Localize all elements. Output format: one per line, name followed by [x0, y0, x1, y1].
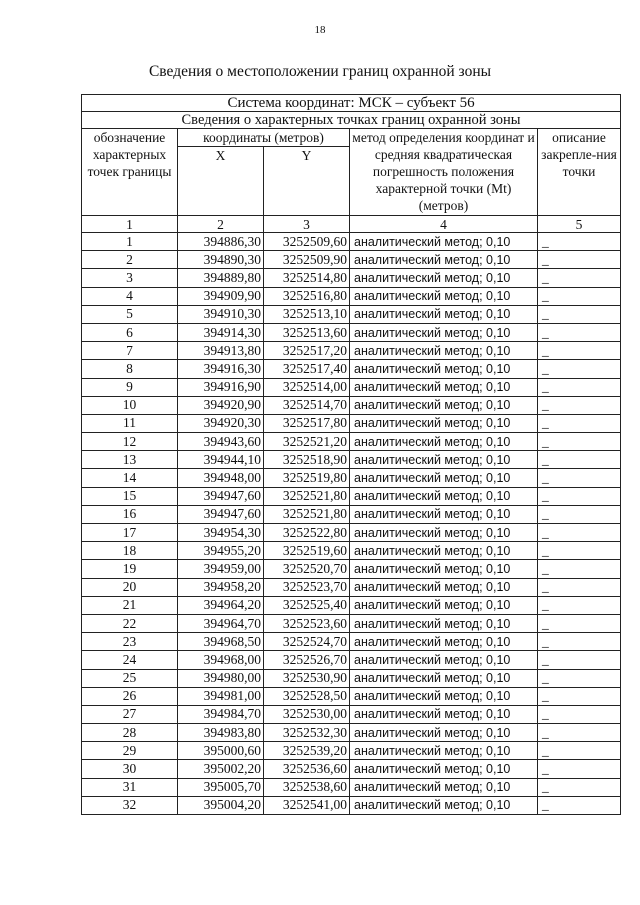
table-row	[82, 287, 621, 305]
method-cell: аналитический метод; 0,10	[350, 451, 538, 469]
point-number-cell: 28	[82, 724, 178, 742]
point-number-cell: 3	[82, 269, 178, 287]
point-number-cell: 13	[82, 451, 178, 469]
description-cell: _	[538, 451, 621, 469]
method-cell: аналитический метод; 0,10	[350, 705, 538, 723]
x-coordinate-cell: 394920,90	[178, 396, 264, 414]
point-number-cell: 30	[82, 760, 178, 778]
column-number: 3	[264, 216, 350, 233]
method-cell: аналитический метод; 0,10	[350, 524, 538, 542]
method-cell: аналитический метод; 0,10	[350, 378, 538, 396]
description-cell: _	[538, 669, 621, 687]
x-coordinate-cell: 395005,70	[178, 778, 264, 796]
column-number: 4	[350, 216, 538, 233]
point-number-cell: 23	[82, 633, 178, 651]
point-number-cell: 27	[82, 705, 178, 723]
description-cell: _	[538, 651, 621, 669]
header-y: Y	[264, 147, 350, 216]
description-cell: _	[538, 633, 621, 651]
description-cell: _	[538, 414, 621, 432]
y-coordinate-cell: 3252538,60	[264, 778, 350, 796]
x-coordinate-cell: 394916,90	[178, 378, 264, 396]
description-cell: _	[538, 614, 621, 632]
point-number-cell: 12	[82, 433, 178, 451]
method-cell: аналитический метод; 0,10	[350, 742, 538, 760]
description-cell: _	[538, 705, 621, 723]
table-row	[82, 760, 621, 778]
y-coordinate-cell: 3252521,20	[264, 433, 350, 451]
description-cell: _	[538, 323, 621, 341]
table-row	[82, 251, 621, 269]
method-cell: аналитический метод; 0,10	[350, 269, 538, 287]
table-row	[82, 323, 621, 341]
table-row	[82, 487, 621, 505]
x-coordinate-cell: 394916,30	[178, 360, 264, 378]
document-title: Сведения о местоположении границ охранной зоны	[148, 63, 492, 80]
y-coordinate-cell: 3252524,70	[264, 633, 350, 651]
y-coordinate-cell: 3252517,40	[264, 360, 350, 378]
x-coordinate-cell: 394944,10	[178, 451, 264, 469]
method-cell: аналитический метод; 0,10	[350, 724, 538, 742]
description-cell: _	[538, 233, 621, 251]
point-number-cell: 8	[82, 360, 178, 378]
column-number: 2	[178, 216, 264, 233]
y-coordinate-cell: 3252530,90	[264, 669, 350, 687]
table-row	[82, 342, 621, 360]
point-number-cell: 31	[82, 778, 178, 796]
table-row	[82, 778, 621, 796]
method-cell: аналитический метод; 0,10	[350, 305, 538, 323]
y-coordinate-cell: 3252522,80	[264, 524, 350, 542]
table-row	[82, 542, 621, 560]
method-cell: аналитический метод; 0,10	[350, 542, 538, 560]
point-number-cell: 11	[82, 414, 178, 432]
table-row	[82, 560, 621, 578]
table-row	[82, 724, 621, 742]
description-cell: _	[538, 524, 621, 542]
description-cell: _	[538, 778, 621, 796]
table-row	[82, 378, 621, 396]
y-coordinate-cell: 3252509,60	[264, 233, 350, 251]
table-row	[82, 687, 621, 705]
description-cell: _	[538, 469, 621, 487]
point-number-cell: 1	[82, 233, 178, 251]
x-coordinate-cell: 394968,50	[178, 633, 264, 651]
method-cell: аналитический метод; 0,10	[350, 760, 538, 778]
description-cell: _	[538, 742, 621, 760]
table-row	[82, 742, 621, 760]
method-cell: аналитический метод; 0,10	[350, 342, 538, 360]
table-row	[82, 669, 621, 687]
method-cell: аналитический метод; 0,10	[350, 469, 538, 487]
y-coordinate-cell: 3252516,80	[264, 287, 350, 305]
table-row	[82, 578, 621, 596]
point-number-cell: 15	[82, 487, 178, 505]
header-point-designation: обозначение характерных точек границы	[82, 129, 178, 216]
method-cell: аналитический метод; 0,10	[350, 505, 538, 523]
x-coordinate-cell: 394914,30	[178, 323, 264, 341]
table-row	[82, 469, 621, 487]
table-row	[82, 596, 621, 614]
x-coordinate-cell: 394980,00	[178, 669, 264, 687]
y-coordinate-cell: 3252528,50	[264, 687, 350, 705]
x-coordinate-cell: 394947,60	[178, 505, 264, 523]
point-number-cell: 7	[82, 342, 178, 360]
table-row	[82, 651, 621, 669]
y-coordinate-cell: 3252518,90	[264, 451, 350, 469]
point-number-cell: 16	[82, 505, 178, 523]
x-coordinate-cell: 395002,20	[178, 760, 264, 778]
table-row	[82, 705, 621, 723]
point-number-cell: 22	[82, 614, 178, 632]
table-subtitle: Сведения о характерных точках границ охранной зоны	[82, 112, 621, 129]
y-coordinate-cell: 3252519,80	[264, 469, 350, 487]
x-coordinate-cell: 394947,60	[178, 487, 264, 505]
description-cell: _	[538, 360, 621, 378]
method-cell: аналитический метод; 0,10	[350, 669, 538, 687]
y-coordinate-cell: 3252513,60	[264, 323, 350, 341]
point-number-cell: 25	[82, 669, 178, 687]
y-coordinate-cell: 3252514,70	[264, 396, 350, 414]
table-row	[82, 633, 621, 651]
point-number-cell: 10	[82, 396, 178, 414]
y-coordinate-cell: 3252517,80	[264, 414, 350, 432]
description-cell: _	[538, 687, 621, 705]
x-coordinate-cell: 394964,70	[178, 614, 264, 632]
y-coordinate-cell: 3252513,10	[264, 305, 350, 323]
point-number-cell: 21	[82, 596, 178, 614]
table-row	[82, 614, 621, 632]
table-row	[82, 360, 621, 378]
y-coordinate-cell: 3252519,60	[264, 542, 350, 560]
method-cell: аналитический метод; 0,10	[350, 323, 538, 341]
y-coordinate-cell: 3252521,80	[264, 487, 350, 505]
method-cell: аналитический метод; 0,10	[350, 487, 538, 505]
point-number-cell: 24	[82, 651, 178, 669]
method-cell: аналитический метод; 0,10	[350, 687, 538, 705]
y-coordinate-cell: 3252523,70	[264, 578, 350, 596]
point-number-cell: 9	[82, 378, 178, 396]
method-cell: аналитический метод; 0,10	[350, 360, 538, 378]
header-description: описание закрепле-ния точки	[538, 129, 621, 216]
method-cell: аналитический метод; 0,10	[350, 414, 538, 432]
table-row	[82, 433, 621, 451]
method-cell: аналитический метод; 0,10	[350, 796, 538, 814]
x-coordinate-cell: 395000,60	[178, 742, 264, 760]
header-coordinates: координаты (метров)	[178, 129, 350, 147]
point-number-cell: 5	[82, 305, 178, 323]
header-method: метод определения координат и средняя квадратическая погрешность положения характерной точки (Mt) (метров)	[350, 129, 538, 216]
x-coordinate-cell: 394909,90	[178, 287, 264, 305]
description-cell: _	[538, 596, 621, 614]
point-number-cell: 14	[82, 469, 178, 487]
x-coordinate-cell: 394910,30	[178, 305, 264, 323]
x-coordinate-cell: 394920,30	[178, 414, 264, 432]
column-number: 5	[538, 216, 621, 233]
table-row	[82, 396, 621, 414]
point-number-cell: 18	[82, 542, 178, 560]
x-coordinate-cell: 394984,70	[178, 705, 264, 723]
description-cell: _	[538, 724, 621, 742]
table-row	[82, 305, 621, 323]
y-coordinate-cell: 3252514,80	[264, 269, 350, 287]
point-number-cell: 29	[82, 742, 178, 760]
table-row	[82, 269, 621, 287]
y-coordinate-cell: 3252532,30	[264, 724, 350, 742]
point-number-cell: 2	[82, 251, 178, 269]
x-coordinate-cell: 394959,00	[178, 560, 264, 578]
x-coordinate-cell: 394943,60	[178, 433, 264, 451]
description-cell: _	[538, 560, 621, 578]
x-coordinate-cell: 394958,20	[178, 578, 264, 596]
description-cell: _	[538, 396, 621, 414]
point-number-cell: 17	[82, 524, 178, 542]
x-coordinate-cell: 394913,80	[178, 342, 264, 360]
table-row	[82, 233, 621, 251]
table-row	[82, 505, 621, 523]
y-coordinate-cell: 3252536,60	[264, 760, 350, 778]
column-number: 1	[82, 216, 178, 233]
x-coordinate-cell: 394983,80	[178, 724, 264, 742]
coordinate-system-header: Система координат: МСК – субъект 56	[82, 95, 621, 112]
coordinates-table	[81, 94, 621, 815]
method-cell: аналитический метод; 0,10	[350, 287, 538, 305]
y-coordinate-cell: 3252509,90	[264, 251, 350, 269]
description-cell: _	[538, 542, 621, 560]
x-coordinate-cell: 394948,00	[178, 469, 264, 487]
x-coordinate-cell: 394964,20	[178, 596, 264, 614]
table-body	[82, 233, 621, 815]
point-number-cell: 20	[82, 578, 178, 596]
method-cell: аналитический метод; 0,10	[350, 633, 538, 651]
method-cell: аналитический метод; 0,10	[350, 578, 538, 596]
description-cell: _	[538, 578, 621, 596]
description-cell: _	[538, 342, 621, 360]
y-coordinate-cell: 3252539,20	[264, 742, 350, 760]
x-coordinate-cell: 394889,80	[178, 269, 264, 287]
table-row	[82, 451, 621, 469]
page-number: 18	[314, 24, 326, 36]
y-coordinate-cell: 3252520,70	[264, 560, 350, 578]
table-row	[82, 524, 621, 542]
x-coordinate-cell: 395004,20	[178, 796, 264, 814]
y-coordinate-cell: 3252517,20	[264, 342, 350, 360]
x-coordinate-cell: 394886,30	[178, 233, 264, 251]
description-cell: _	[538, 760, 621, 778]
method-cell: аналитический метод; 0,10	[350, 596, 538, 614]
x-coordinate-cell: 394954,30	[178, 524, 264, 542]
description-cell: _	[538, 487, 621, 505]
y-coordinate-cell: 3252521,80	[264, 505, 350, 523]
method-cell: аналитический метод; 0,10	[350, 251, 538, 269]
description-cell: _	[538, 251, 621, 269]
y-coordinate-cell: 3252523,60	[264, 614, 350, 632]
y-coordinate-cell: 3252530,00	[264, 705, 350, 723]
description-cell: _	[538, 305, 621, 323]
description-cell: _	[538, 796, 621, 814]
method-cell: аналитический метод; 0,10	[350, 651, 538, 669]
x-coordinate-cell: 394968,00	[178, 651, 264, 669]
method-cell: аналитический метод; 0,10	[350, 433, 538, 451]
table-row	[82, 796, 621, 814]
method-cell: аналитический метод; 0,10	[350, 396, 538, 414]
description-cell: _	[538, 287, 621, 305]
description-cell: _	[538, 378, 621, 396]
table-row	[82, 414, 621, 432]
point-number-cell: 26	[82, 687, 178, 705]
x-coordinate-cell: 394955,20	[178, 542, 264, 560]
description-cell: _	[538, 433, 621, 451]
point-number-cell: 6	[82, 323, 178, 341]
description-cell: _	[538, 505, 621, 523]
y-coordinate-cell: 3252526,70	[264, 651, 350, 669]
point-number-cell: 19	[82, 560, 178, 578]
y-coordinate-cell: 3252525,40	[264, 596, 350, 614]
x-coordinate-cell: 394981,00	[178, 687, 264, 705]
point-number-cell: 32	[82, 796, 178, 814]
method-cell: аналитический метод; 0,10	[350, 614, 538, 632]
description-cell: _	[538, 269, 621, 287]
point-number-cell: 4	[82, 287, 178, 305]
y-coordinate-cell: 3252514,00	[264, 378, 350, 396]
header-x: X	[178, 147, 264, 216]
y-coordinate-cell: 3252541,00	[264, 796, 350, 814]
method-cell: аналитический метод; 0,10	[350, 560, 538, 578]
x-coordinate-cell: 394890,30	[178, 251, 264, 269]
method-cell: аналитический метод; 0,10	[350, 233, 538, 251]
method-cell: аналитический метод; 0,10	[350, 778, 538, 796]
